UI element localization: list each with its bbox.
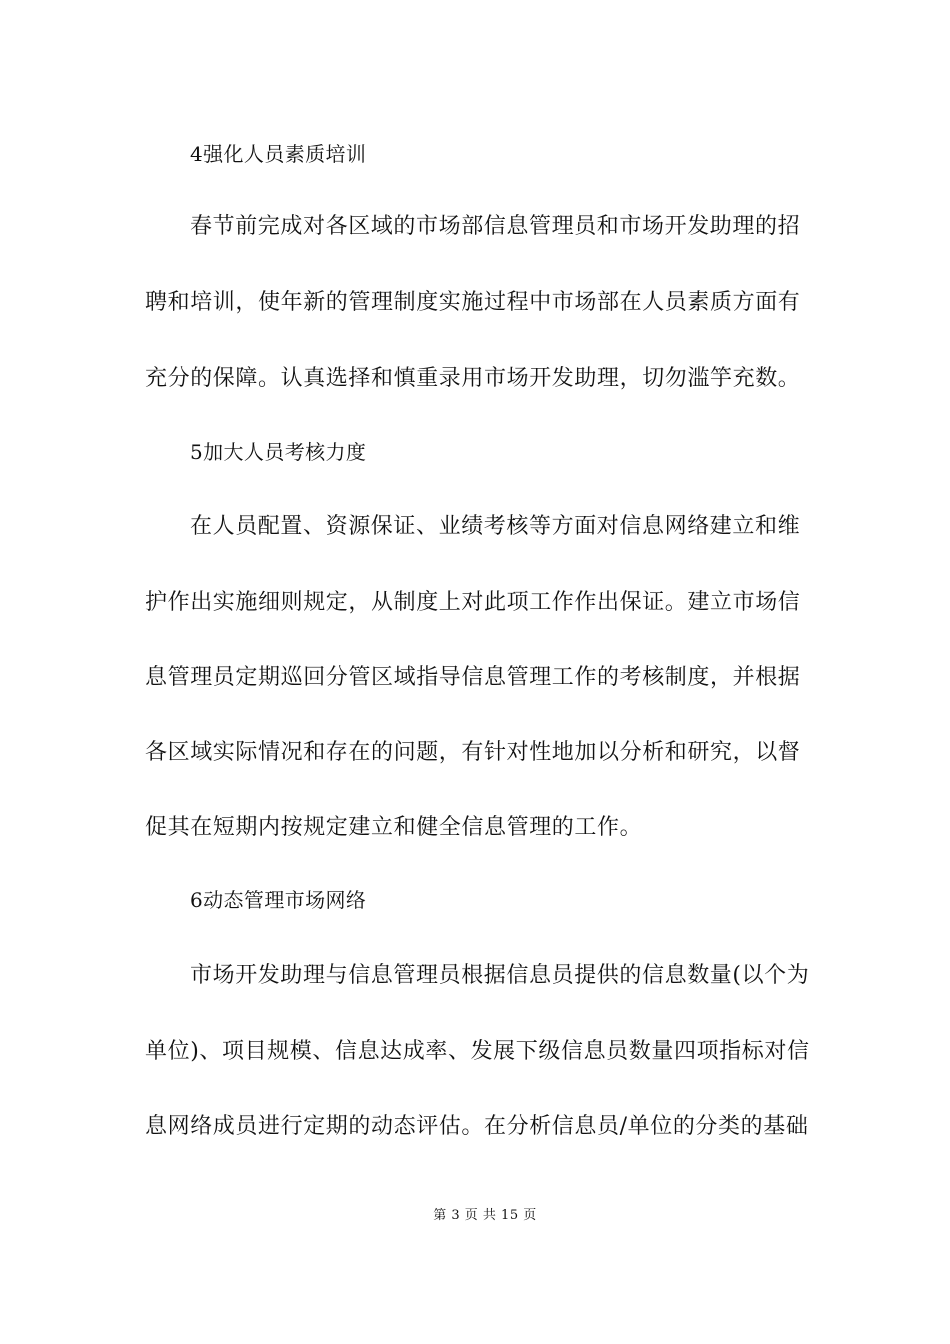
paragraph-line: 单位)、项目规模、信息达成率、发展下级信息员数量四项指标对信 (145, 1039, 810, 1064)
paragraph-line: 充分的保障。认真选择和慎重录用市场开发助理，切勿滥竽充数。 (145, 366, 801, 391)
section-heading-5: 5加大人员考核力度 (190, 440, 367, 464)
paragraph-line: 息网络成员进行定期的动态评估。在分析信息员/单位的分类的基础 (145, 1114, 809, 1139)
paragraph-line: 各区域实际情况和存在的问题，有针对性地加以分析和研究，以督 (145, 740, 801, 765)
paragraph-line: 护作出实施细则规定，从制度上对此项工作作出保证。建立市场信 (145, 590, 801, 615)
paragraph-line: 聘和培训，使年新的管理制度实施过程中市场部在人员素质方面有 (145, 290, 801, 315)
paragraph-line: 促其在短期内按规定建立和健全信息管理的工作。 (145, 815, 643, 840)
paragraph-line: 市场开发助理与信息管理员根据信息员提供的信息数量(以个为 (190, 963, 810, 988)
paragraph-line: 息管理员定期巡回分管区域指导信息管理工作的考核制度，并根据 (145, 665, 801, 690)
page-number-footer: 第 3 页 共 15 页 (433, 1208, 537, 1223)
section-heading-4: 4强化人员素质培训 (190, 142, 367, 166)
paragraph-line: 春节前完成对各区域的市场部信息管理员和市场开发助理的招 (190, 214, 801, 239)
section-heading-6: 6动态管理市场网络 (190, 888, 367, 912)
paragraph-line: 在人员配置、资源保证、业绩考核等方面对信息网络建立和维 (190, 514, 801, 539)
